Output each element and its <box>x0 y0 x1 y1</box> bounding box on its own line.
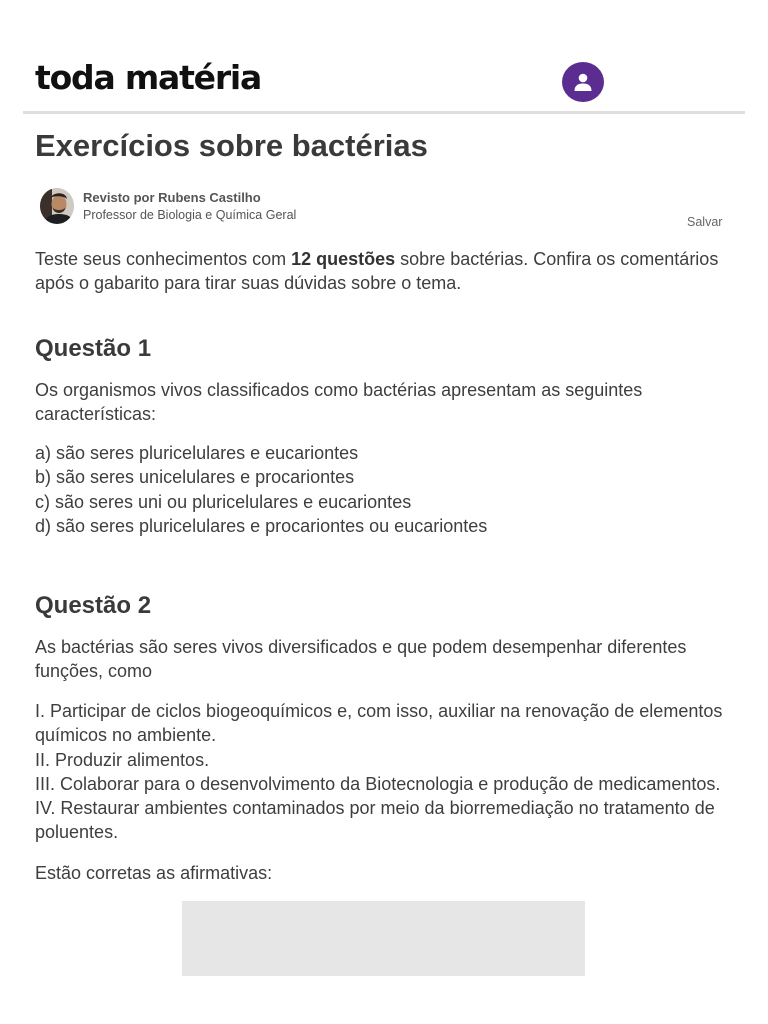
question-1-option-c: c) são seres uni ou pluricelulares e eucariontes <box>35 491 412 512</box>
question-1-options <box>35 441 725 538</box>
page-title: Exercícios sobre bactérias <box>35 128 428 163</box>
question-2-followup: Estão corretas as afirmativas: <box>35 863 273 883</box>
intro-question-count: 12 questões <box>291 249 396 269</box>
question-2-prompt: As bactérias são seres vivos diversificados e que podem desempenhar diferentes funções, como <box>35 637 687 682</box>
question-2-statement-2: II. Produzir alimentos. <box>35 749 210 770</box>
intro-paragraph <box>35 247 725 296</box>
user-icon <box>573 72 593 92</box>
intro-text-end: sobre bactérias. Confira os comentários após o gabarito para tirar suas dúvidas sobre o tema. <box>35 249 719 294</box>
question-1-option-b: b) são seres unicelulares e procariontes <box>35 467 355 488</box>
ad-placeholder <box>182 901 585 976</box>
question-2-heading: Questão 2 <box>35 592 152 619</box>
site-header <box>0 0 768 113</box>
question-2-statement-1: I. Participar de ciclos biogeoquímicos e, com isso, auxiliar na renovação de elementos químicos no ambiente. <box>35 701 723 746</box>
user-account-button[interactable] <box>562 62 604 102</box>
intro-text-start: Teste seus conhecimentos com <box>35 249 292 269</box>
question-1-prompt: Os organismos vivos classificados como bactérias apresentam as seguintes características: <box>35 380 643 425</box>
author-byline <box>40 187 730 227</box>
question-2-statement-3: III. Colaborar para o desenvolvimento da Biotecnologia e produção de medicamentos. <box>35 773 721 794</box>
site-logo[interactable]: toda matéria <box>35 58 262 97</box>
header-divider <box>23 111 745 114</box>
question-1-option-d: d) são seres pluricelulares e procariontes ou eucariontes <box>35 515 488 536</box>
author-name[interactable]: Revisto por Rubens Castilho <box>83 190 261 205</box>
question-2-statements <box>35 699 725 845</box>
author-role: Professor de Biologia e Química Geral <box>83 208 297 222</box>
author-avatar <box>40 188 74 224</box>
question-1-heading: Questão 1 <box>35 335 152 362</box>
question-1-option-a: a) são seres pluricelulares e eucariontes <box>35 443 359 463</box>
save-button[interactable]: Salvar <box>687 215 723 229</box>
question-2-statement-4: IV. Restaurar ambientes contaminados por meio da biorremediação no tratamento de poluentes. <box>35 798 715 843</box>
